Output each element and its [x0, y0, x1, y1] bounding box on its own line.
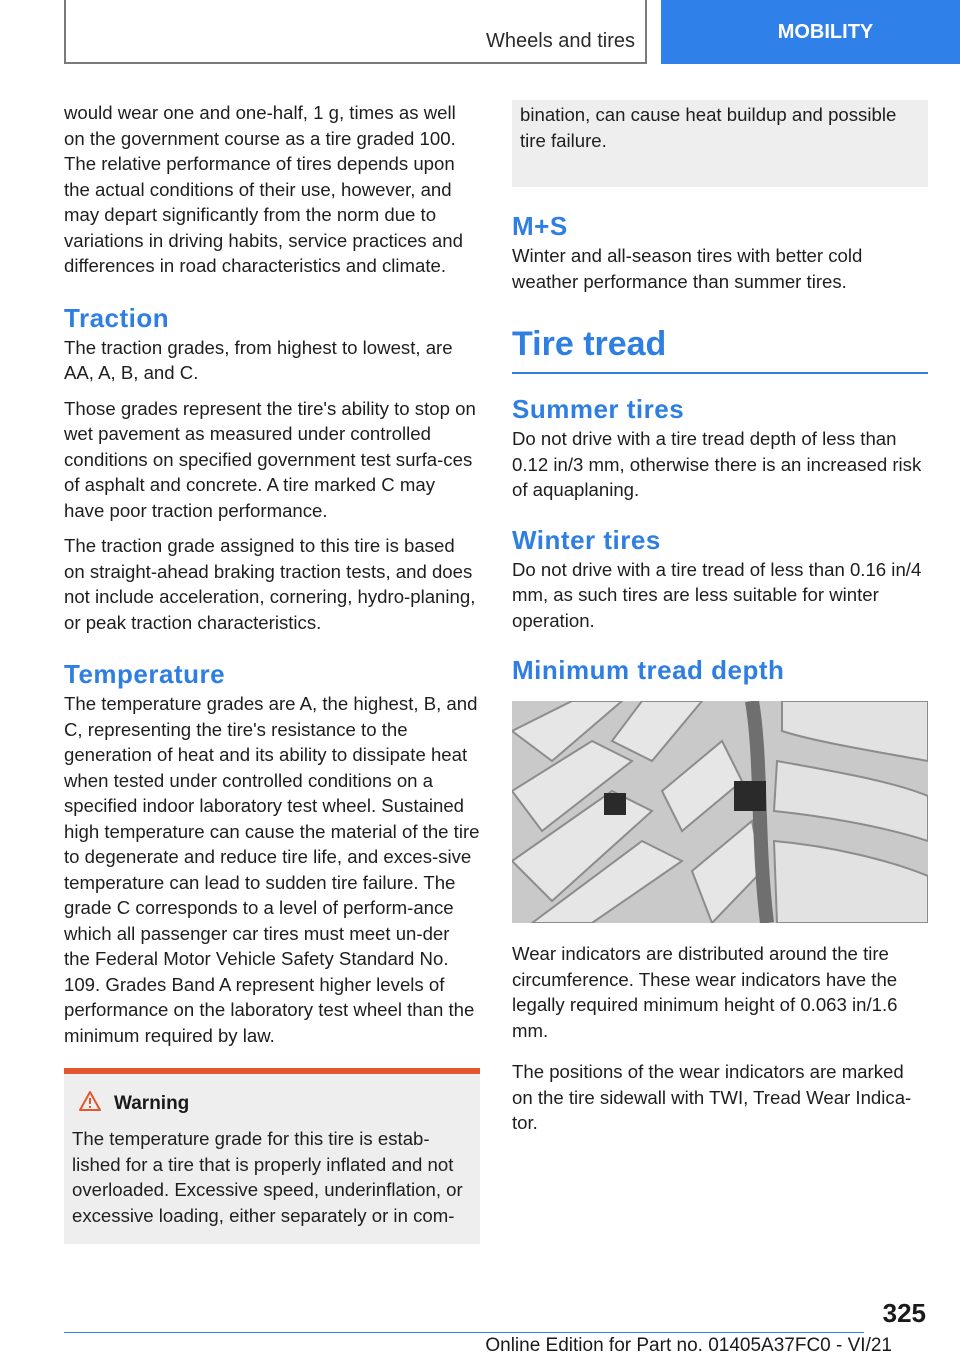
warning-continuation-box [512, 100, 928, 187]
winter-tires-paragraph: Do not drive with a tire tread of less than 0.16 in/4 mm, as such tires are less suitable for winter operation. [512, 558, 922, 631]
traction-paragraph-1: The traction grades, from highest to lowest, are AA, A, B, and C. [64, 336, 453, 383]
warning-continuation: bination, can cause heat buildup and possible tire failure. [520, 104, 897, 151]
wear-indicators-paragraph-1: Wear indicators are distributed around the tire circumference. These wear indicators have the legally required minimum height of 0.063 in/1.6 mm. [512, 943, 898, 1041]
ms-heading: M+S [512, 211, 568, 241]
right-column [512, 100, 928, 1146]
temperature-heading: Temperature [64, 659, 226, 689]
section-title: Wheels and tires [486, 30, 635, 52]
warning-icon [72, 1090, 114, 1118]
page-number: 325 [882, 1298, 926, 1328]
summer-tires-heading: Summer tires [512, 394, 685, 424]
intro-paragraph: would wear one and one-half, 1 g, times as well on the government course as a tire graded 100. The relative performance of tires depends upon the actual conditions of their use, however, and may depart significantly from the norm due to variations in driving habits, service practices and differences in road characteristics and climate. [64, 102, 463, 276]
traction-paragraph-3: The traction grade assigned to this tire is based on straight-ahead braking traction tests, and does not include acceleration, cornering, hydro-planing, or peak traction characteristics. [64, 535, 476, 633]
warning-box [64, 1074, 480, 1244]
warning-text: The temperature grade for this tire is estab-lished for a tire that is properly inflated and not overloaded. Excessive speed, underinflation, or excessive loading, either separately or in com- [72, 1128, 463, 1226]
footer-rule [64, 1332, 864, 1333]
section-rule [512, 372, 928, 374]
warning-title: Warning [114, 1093, 190, 1114]
wear-indicators-paragraph-2: The positions of the wear indicators are marked on the tire sidewall with TWI, Tread Wear Indica-tor. [512, 1061, 912, 1133]
temperature-paragraph: The temperature grades are A, the highest, B, and C, representing the tire's resistance to the generation of heat and its ability to dissipate heat when tested under controlled conditions on a specified indoor laboratory test wheel. Sustained high temperature can cause the material of the tire to degenerate and reduce tire life, and exces-sive temperature can lead to sudden tire failure. The grade C corresponds to a level of perform-ance which all passenger car tires must meet un-der the Federal Motor Vehicle Safety Standard No. 109. Grades Band A represent higher levels of performance on the laboratory test wheel than the minimum required by law. [64, 693, 480, 1046]
traction-heading: Traction [64, 302, 170, 333]
tire-tread-image [512, 701, 928, 923]
minimum-tread-heading: Minimum tread depth [512, 655, 785, 685]
warning-title-row [72, 1090, 472, 1118]
winter-tires-heading: Winter tires [512, 524, 661, 555]
left-column [64, 100, 480, 1244]
footer-edition: Online Edition for Part no. 01405A37FC0 - VI/21 [485, 1335, 892, 1356]
chapter-tab: MOBILITY [661, 0, 960, 64]
summer-tires-paragraph: Do not drive with a tire tread depth of less than 0.12 in/3 mm, otherwise there is an increased risk of aquaplaning. [512, 428, 922, 500]
traction-paragraph-2: Those grades represent the tire's ability to stop on wet pavement as measured under controlled conditions on specified government test surfa-ces of asphalt and concrete. A tire marked C may have poor traction performance. [64, 397, 476, 521]
ms-paragraph: Winter and all-season tires with better cold weather performance than summer tires. [512, 245, 863, 292]
tire-tread-heading: Tire tread [512, 325, 667, 363]
